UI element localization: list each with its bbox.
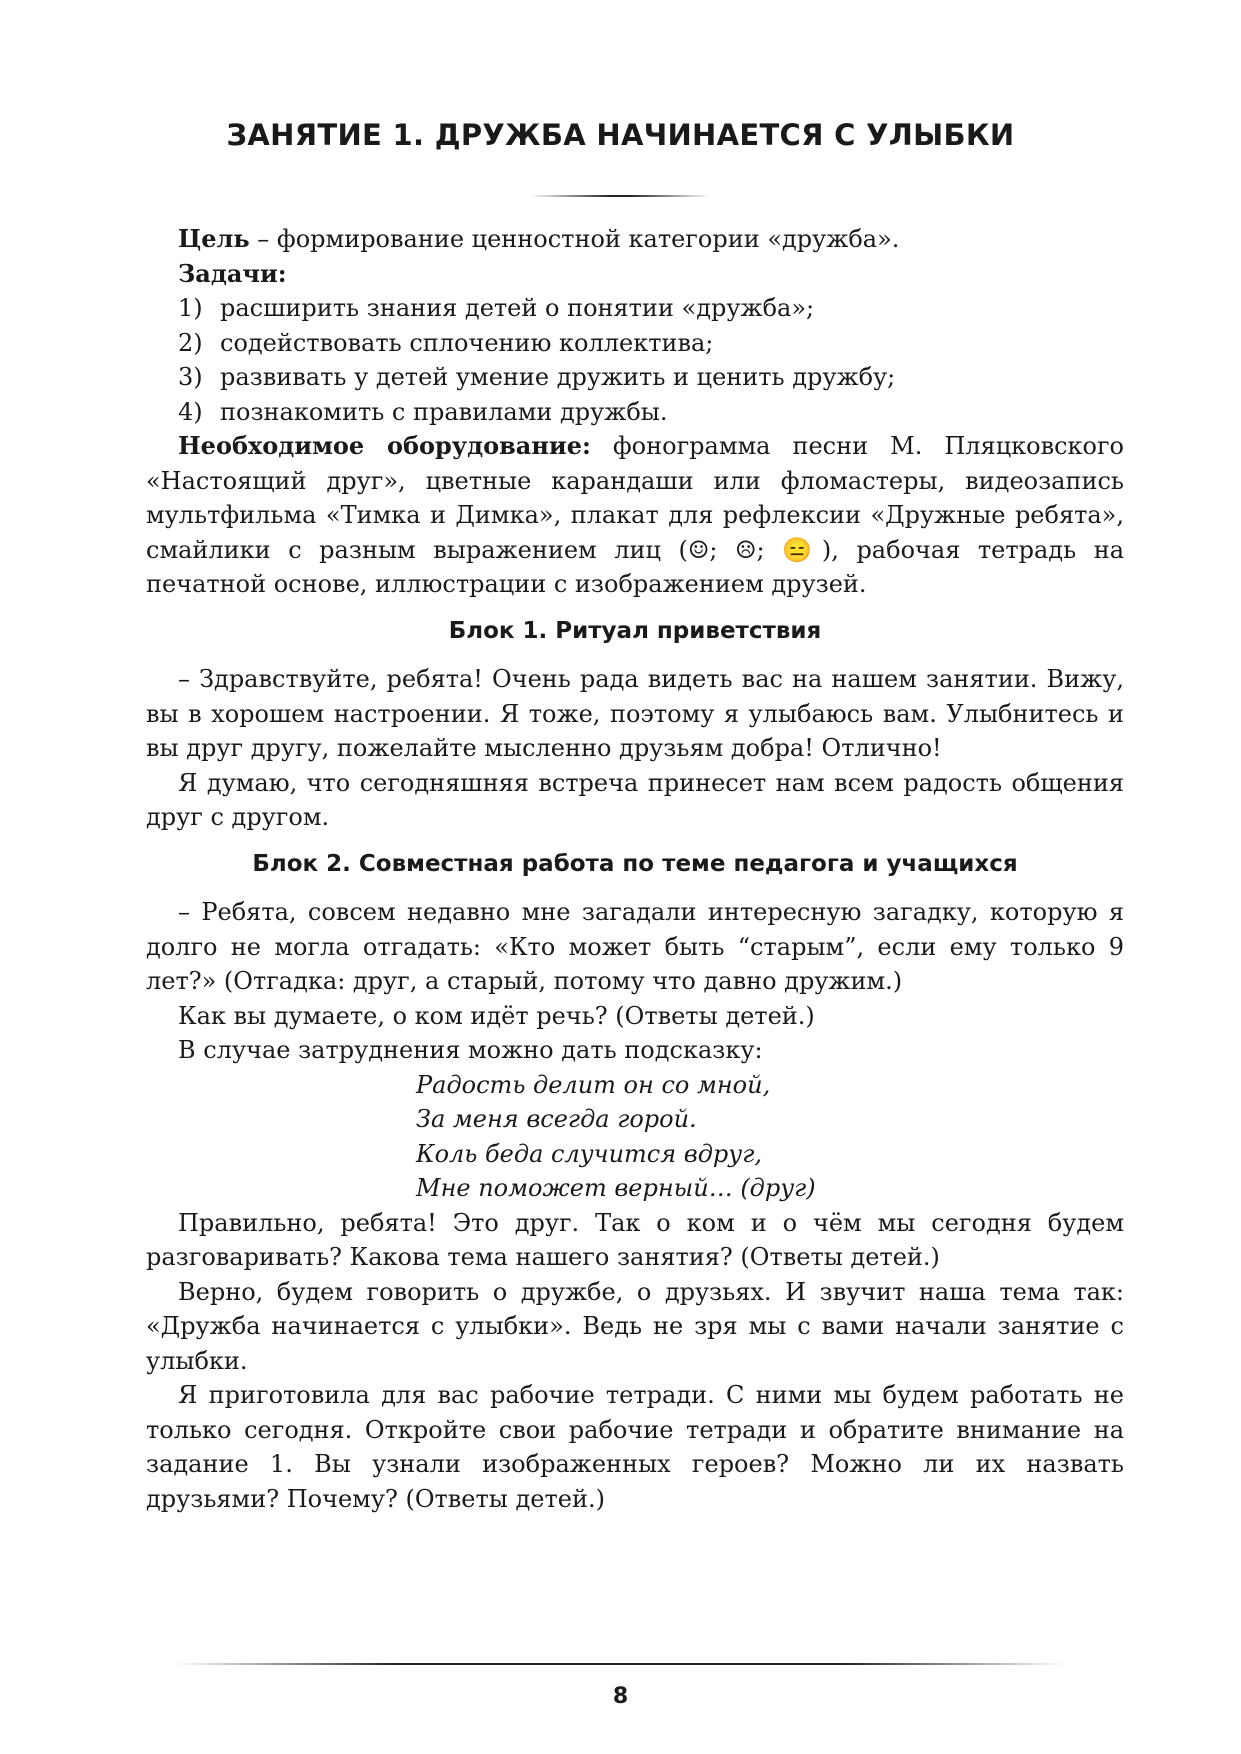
- paragraph: Я приготовила для вас рабочие тетради. С ними мы будем работать не только сегодня. Откройте свои рабочие тетради и обратите внимание на задание 1. Вы узнали изображенных героев? Можно ли их назвать друзьями? Почему? (Ответы детей.): [146, 1381, 1124, 1513]
- paragraph: Как вы думаете, о ком идёт речь? (Ответы детей.): [178, 1001, 815, 1030]
- list-item: [146, 360, 1124, 395]
- paragraph: Верно, будем говорить о дружбе, о друзьях. И звучит наша тема так: «Дружба начинается с улыбки». Ведь не зря мы с вами начали занятие с улыбки.: [146, 1277, 1124, 1375]
- paragraph: – Ребята, совсем недавно мне загадали интересную загадку, которую я долго не могла отгадать: «Кто может быть “старым”, если ему только 9 лет?» (Отгадка: друг, а старый, потому что давно дружим.): [146, 898, 1124, 995]
- page-title: ЗАНЯТИЕ 1. ДРУЖБА НАЧИНАЕТСЯ С УЛЫБКИ: [226, 118, 1015, 152]
- list-item-number: 1): [178, 294, 203, 322]
- paragraph: – Здравствуйте, ребята! Очень рада видеть вас на нашем занятии. Вижу, вы в хорошем настроении. Я тоже, поэтому я улыбаюсь вам. Улыбнитесь и вы друг другу, пожелайте мысленно друзьям добра! Отлично!: [146, 665, 1124, 762]
- tasks-label: Задачи:: [178, 258, 287, 288]
- page-number: 8: [612, 1684, 629, 1709]
- list-item-number: 4): [178, 397, 203, 426]
- list-item-text: расширить знания детей о понятии «дружба»;: [220, 294, 815, 322]
- poem-line: Радость делит он со мной,: [416, 1070, 771, 1099]
- list-item-number: 3): [178, 363, 203, 391]
- footer-divider: [175, 1663, 1065, 1665]
- goal-label: Цель: [178, 224, 250, 253]
- block1-heading: Блок 1. Ритуал приветствия: [448, 617, 822, 644]
- block2-heading: Блок 2. Совместная работа по теме педагога и учащихся: [252, 850, 1018, 877]
- riddle-poem: [146, 1068, 1124, 1206]
- poem-line: За меня всегда горой.: [416, 1105, 697, 1133]
- tasks-list: [146, 291, 1124, 429]
- poem-line: Коль беда случится вдруг,: [416, 1139, 762, 1168]
- equipment-text: фонограмма песни М. Пляцковского «Настоящий друг», цветные карандаши или фломастеры, видеозапись мультфильма «Тимка и Димка», плакат для рефлексии «Дружные ребята», смайлики с разным выражением лиц (☺; ☹; 😑), рабочая тетрадь на печатной основе, иллюстрации с изображением друзей.: [146, 432, 1125, 598]
- paragraph: В случае затруднения можно дать подсказку:: [178, 1036, 763, 1064]
- list-item: [146, 326, 1124, 361]
- list-item-text: познакомить с правилами дружбы.: [220, 397, 668, 426]
- list-item-text: развивать у детей умение дружить и ценить дружбу;: [220, 363, 896, 391]
- main-content: [146, 222, 1124, 1516]
- title-divider: [530, 195, 710, 197]
- tasks-heading: [146, 257, 1124, 292]
- list-item-text: содействовать сплочению коллектива;: [220, 328, 714, 357]
- list-item: [146, 291, 1124, 326]
- list-item: [146, 395, 1124, 430]
- equipment-paragraph: [146, 429, 1124, 602]
- goal-text: – формирование ценностной категории «дружба».: [249, 225, 900, 253]
- goal-paragraph: [146, 222, 1124, 257]
- paragraph: Я думаю, что сегодняшняя встреча принесет нам всем радость общения друг с другом.: [146, 768, 1124, 831]
- poem-line: Мне поможет верный… (друг): [416, 1174, 816, 1202]
- paragraph: Правильно, ребята! Это друг. Так о ком и о чём мы сегодня будем разговаривать? Какова тема нашего занятия? (Ответы детей.): [146, 1208, 1124, 1271]
- equipment-label: Необходимое оборудование:: [178, 431, 591, 460]
- list-item-number: 2): [178, 328, 203, 357]
